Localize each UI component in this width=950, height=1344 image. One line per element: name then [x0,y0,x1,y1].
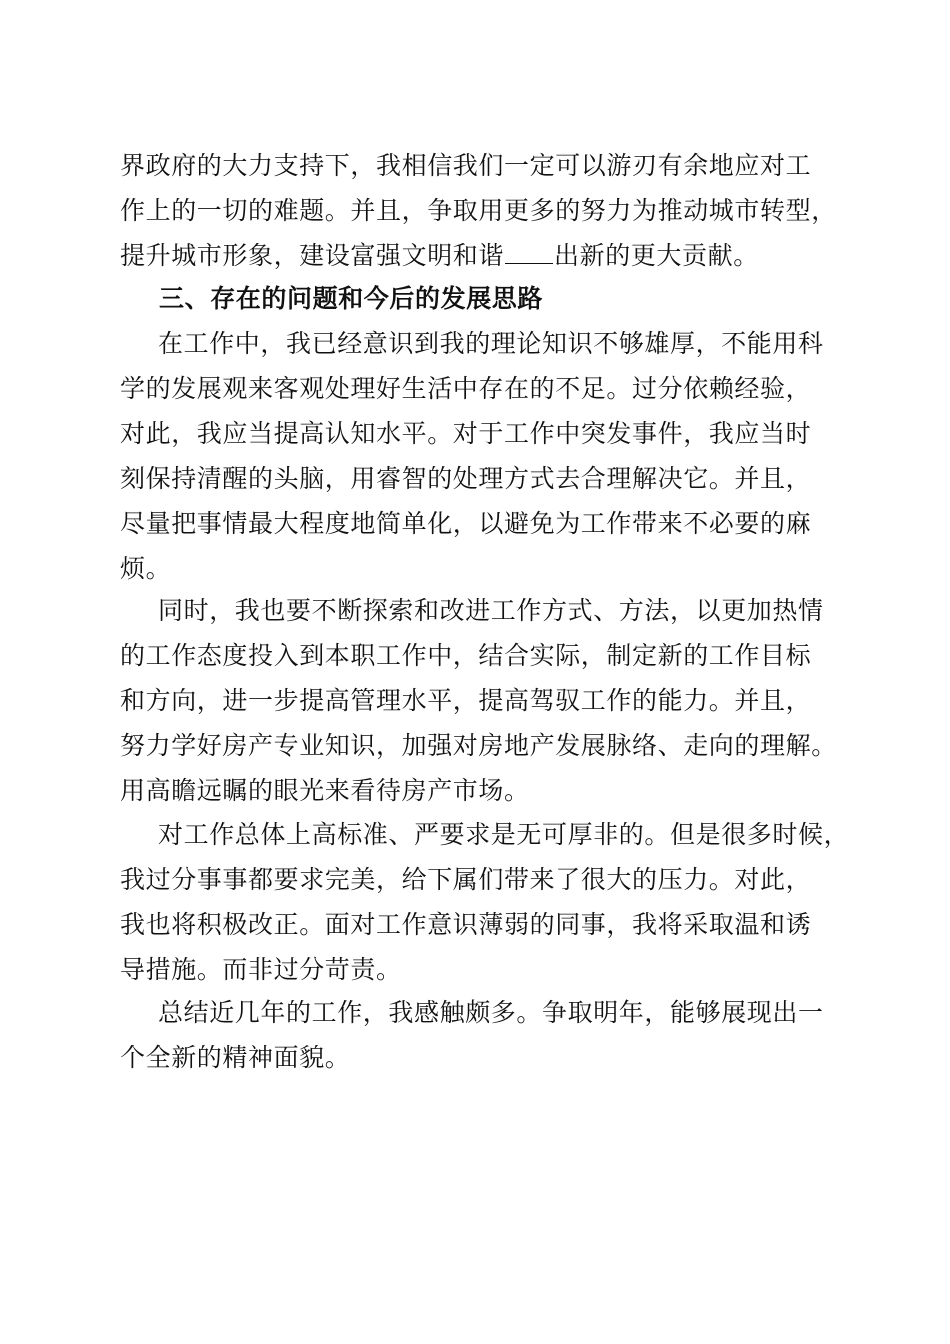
paragraph-3 [120,812,850,992]
text-line: 烦。 [120,554,172,583]
text-line: 对此，我应当提高认知水平。对于工作中突发事件，我应当时 [120,419,812,448]
text-line [120,233,840,278]
text-line: 对工作总体上高标准、严要求是无可厚非的。但是很多时候， [158,820,850,849]
section-heading [159,276,879,321]
text-line: 的工作态度投入到本职工作中，结合实际，制定新的工作目标 [120,641,812,670]
paragraph-1 [120,321,840,591]
text-segment: 出新的更大贡献。 [554,241,759,270]
text-line: 学的发展观来客观处理好生活中存在的不足。过分依赖经验， [120,374,812,403]
paragraph-2 [120,588,840,813]
fill-in-blank [505,243,553,264]
continuation-paragraph [120,143,840,278]
text-line: 用高瞻远瞩的眼光来看待房产市场。 [120,776,530,805]
paragraph-4 [120,990,840,1080]
text-line: 导措施。而非过分苛责。 [120,955,402,984]
text-line: 同时，我也要不断探索和改进工作方式、方法，以更加热情 [158,596,824,625]
heading-text: 三、存在的问题和今后的发展思路 [159,284,544,313]
text-segment: 提升城市形象，建设富强文明和谐 [120,241,505,270]
text-line: 刻保持清醒的头脑，用睿智的处理方式去合理解决它。并且， [120,464,812,493]
text-line: 作上的一切的难题。并且，争取用更多的努力为推动城市转型， [120,196,837,225]
text-line: 尽量把事情最大程度地简单化，以避免为工作带来不必要的麻 [120,509,812,538]
text-line: 努力学好房产专业知识，加强对房地产发展脉络、走向的理解。 [120,731,837,760]
text-line: 和方向，进一步提高管理水平，提高驾驭工作的能力。并且， [120,686,812,715]
text-line: 我也将积极改正。面对工作意识薄弱的同事，我将采取温和诱 [120,910,812,939]
text-line: 总结近几年的工作，我感触颇多。争取明年，能够展现出一 [158,998,824,1027]
text-line: 界政府的大力支持下，我相信我们一定可以游刃有余地应对工 [120,151,812,180]
text-line: 个全新的精神面貌。 [120,1043,351,1072]
text-line: 我过分事事都要求完美，给下属们带来了很大的压力。对此， [120,865,812,894]
text-line: 在工作中，我已经意识到我的理论知识不够雄厚，不能用科 [158,329,824,358]
